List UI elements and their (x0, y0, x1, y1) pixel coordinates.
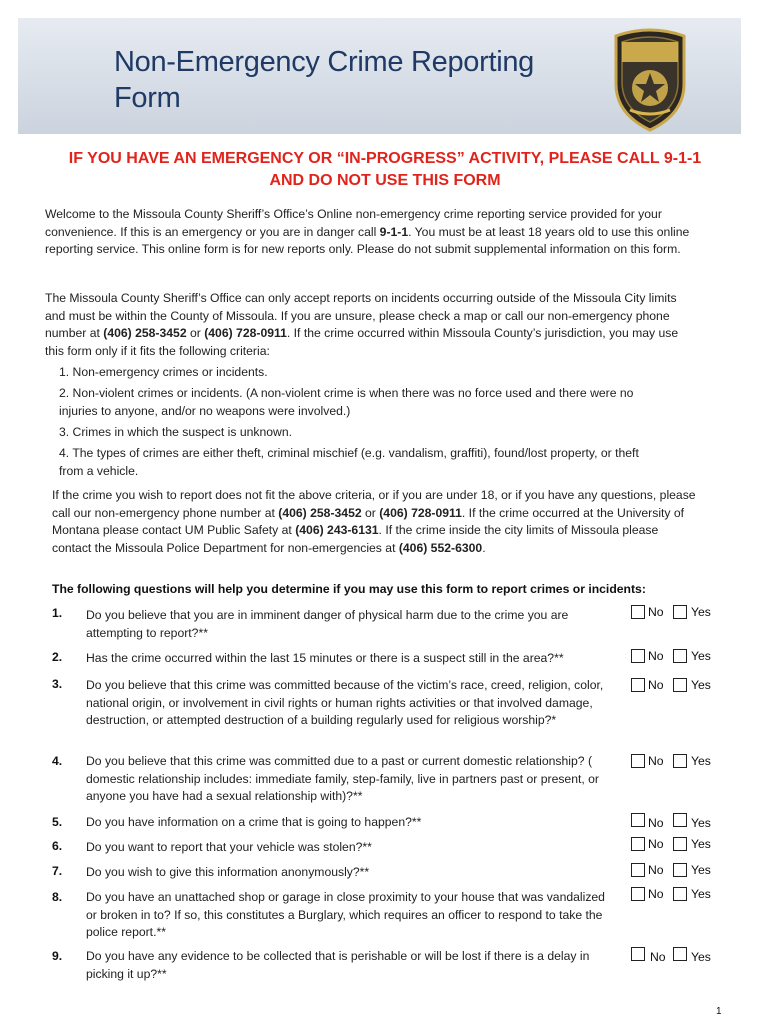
title-line-2: Form (114, 82, 181, 114)
page-title (114, 44, 574, 116)
criteria-item: 4. The types of crimes are either theft, criminal mischief (e.g. vandalism, graffiti), found/lost property, or theft from a vehicle. (59, 446, 639, 478)
warning-line-1: IF YOU HAVE AN EMERGENCY OR “IN-PROGRESS” ACTIVITY, PLEASE CALL 9-1-1 (68, 150, 702, 167)
no-checkbox[interactable] (631, 947, 645, 961)
no-label: No (648, 649, 664, 663)
question-4-options (631, 754, 721, 770)
question-number: 7. (52, 864, 63, 878)
no-checkbox[interactable] (631, 678, 645, 692)
question-number: 5. (52, 815, 63, 829)
question-text: Has the crime occurred within the last 15 minutes or there is a suspect still in the area?** (86, 651, 564, 665)
yes-checkbox[interactable] (673, 837, 687, 851)
yes-label: Yes (691, 837, 711, 851)
questions-heading: The following questions will help you determine if you may use this form to report crimes or incidents: (52, 582, 646, 596)
jurisdiction-text: The Missoula County Sheriff’s Office can only accept reports on incidents occurring outside of the Missoula City limits and must be within the County of Missoula. If you are unsure, please check a map or call our non-emergency phone number at (45, 291, 677, 340)
question-text: Do you have an unattached shop or garage in close proximity to your house that was vandalized or broken in to? If so, this constitutes a Burglary, which requires an officer to respond to take the police report.** (86, 890, 605, 939)
no-checkbox[interactable] (631, 887, 645, 901)
yes-checkbox[interactable] (673, 887, 687, 901)
yes-checkbox[interactable] (673, 754, 687, 768)
no-label: No (650, 950, 666, 964)
question-text: Do you believe that you are in imminent danger of physical harm due to the crime you are attempting to report?** (86, 608, 569, 640)
no-label: No (648, 887, 664, 901)
yes-checkbox[interactable] (673, 605, 687, 619)
jurisdiction-text-cont: . If the crime occurred within Missoula County’s jurisdiction, you may use this form only if it fits the following criteria: (45, 326, 679, 358)
question-text: Do you wish to give this information anonymously?** (86, 865, 370, 879)
no-checkbox[interactable] (631, 754, 645, 768)
question-6-options (631, 837, 721, 853)
phone-number: (406) 258-3452 (278, 505, 362, 520)
question-9-options (631, 947, 721, 963)
yes-label: Yes (691, 678, 711, 692)
question-2-options (631, 649, 721, 665)
emergency-warning (40, 148, 730, 192)
page-number: 1 (716, 1006, 722, 1017)
question-8-options (631, 887, 721, 903)
yes-checkbox[interactable] (673, 813, 687, 827)
yes-label: Yes (691, 863, 711, 877)
criteria-item: 2. Non-violent crimes or incidents. (A non-violent crime is when there was no force used and there were no injuries to anyone, and/or no weapons were involved.) (59, 386, 634, 418)
yes-label: Yes (691, 649, 711, 663)
header-banner (18, 18, 741, 134)
criteria-item: 1. Non-emergency crimes or incidents. (59, 365, 268, 379)
question-5-options (631, 813, 721, 829)
phone-number: (406) 258-3452 (103, 326, 187, 340)
question-1-options (631, 605, 721, 621)
phone-number: (406) 552-6300 (398, 540, 483, 555)
question-text: Do you have any evidence to be collected that is perishable or will be lost if there is a delay in picking it up?** (86, 949, 590, 981)
yes-checkbox[interactable] (673, 649, 687, 663)
contact-text: If the crime you wish to report does not fit the above criteria, or if you are under 18, or if you have any questions, please call our non-emergency phone number at (52, 488, 696, 520)
no-label: No (648, 863, 664, 877)
question-number: 1. (52, 606, 63, 620)
contact-text-cont: . If the crime inside the city limits of Missoula please contact the Missoula Police Department for non-emergencies at (52, 523, 659, 555)
yes-checkbox[interactable] (673, 947, 687, 961)
question-number: 2. (52, 650, 63, 664)
question-number: 9. (52, 949, 63, 963)
no-label: No (648, 754, 664, 768)
emergency-number: 9-1-1 (379, 224, 409, 239)
question-number: 3. (52, 677, 63, 691)
contact-paragraph (52, 487, 697, 557)
question-number: 8. (52, 890, 63, 904)
contact-text-cont: . If the crime occurred at the University of Montana please contact UM Public Safety at (52, 505, 685, 537)
no-checkbox[interactable] (631, 837, 645, 851)
no-checkbox[interactable] (631, 605, 645, 619)
no-label: No (648, 678, 664, 692)
question-number: 4. (52, 754, 63, 768)
criteria-item: 3. Crimes in which the suspect is unknown. (59, 425, 293, 439)
intro-text-cont: . You must be at least 18 years old to use this online reporting service. This online form is for new reports only. Please do not submit supplemental information on this form. (45, 224, 690, 256)
question-text: Do you believe that this crime was committed because of the victim’s race, creed, religion, color, national origin, or involvement in civil rights or human rights activities or that involved damage, destruction, or attempted destruction of a building regularly used for religious worship?* (86, 678, 604, 727)
question-text: Do you believe that this crime was committed due to a past or current domestic relationship? ( domestic relationship includes: immediate family, step-family, live in partners past or present, or anyone you have had a sexual relationship with)?** (86, 754, 599, 803)
question-text: Do you have information on a crime that is going to happen?** (86, 815, 422, 829)
yes-label: Yes (691, 754, 711, 768)
title-line-1: Non-Emergency Crime Reporting (114, 46, 535, 78)
phone-number: (406) 728-0911 (379, 505, 462, 520)
question-7-options (631, 863, 721, 879)
yes-checkbox[interactable] (673, 678, 687, 692)
no-label: No (648, 605, 664, 619)
yes-label: Yes (691, 950, 711, 964)
question-3-options (631, 678, 721, 694)
or-text: or (186, 326, 205, 340)
phone-number: (406) 243-6131 (295, 523, 379, 537)
warning-line-2: AND DO NOT USE THIS FORM (269, 172, 501, 189)
sheriff-badge-logo (608, 26, 692, 132)
no-label: No (648, 837, 664, 851)
yes-label: Yes (691, 605, 711, 619)
jurisdiction-paragraph (45, 290, 700, 360)
intro-paragraph (45, 206, 700, 259)
yes-label: Yes (691, 887, 711, 901)
question-text: Do you want to report that your vehicle was stolen?** (86, 840, 372, 854)
intro-text: Welcome to the Missoula County Sheriff’s Office’s Online non-emergency crime reporting service provided for your convenience. If this is an emergency or you are in danger call (45, 207, 662, 239)
no-checkbox[interactable] (631, 813, 645, 827)
no-label: No (648, 816, 664, 830)
no-checkbox[interactable] (631, 649, 645, 663)
yes-checkbox[interactable] (673, 863, 687, 877)
question-number: 6. (52, 839, 63, 853)
or-text: or (361, 505, 380, 520)
no-checkbox[interactable] (631, 863, 645, 877)
yes-label: Yes (691, 816, 711, 830)
contact-text-end: . (482, 540, 486, 555)
phone-number: (406) 728-0911 (204, 326, 287, 340)
